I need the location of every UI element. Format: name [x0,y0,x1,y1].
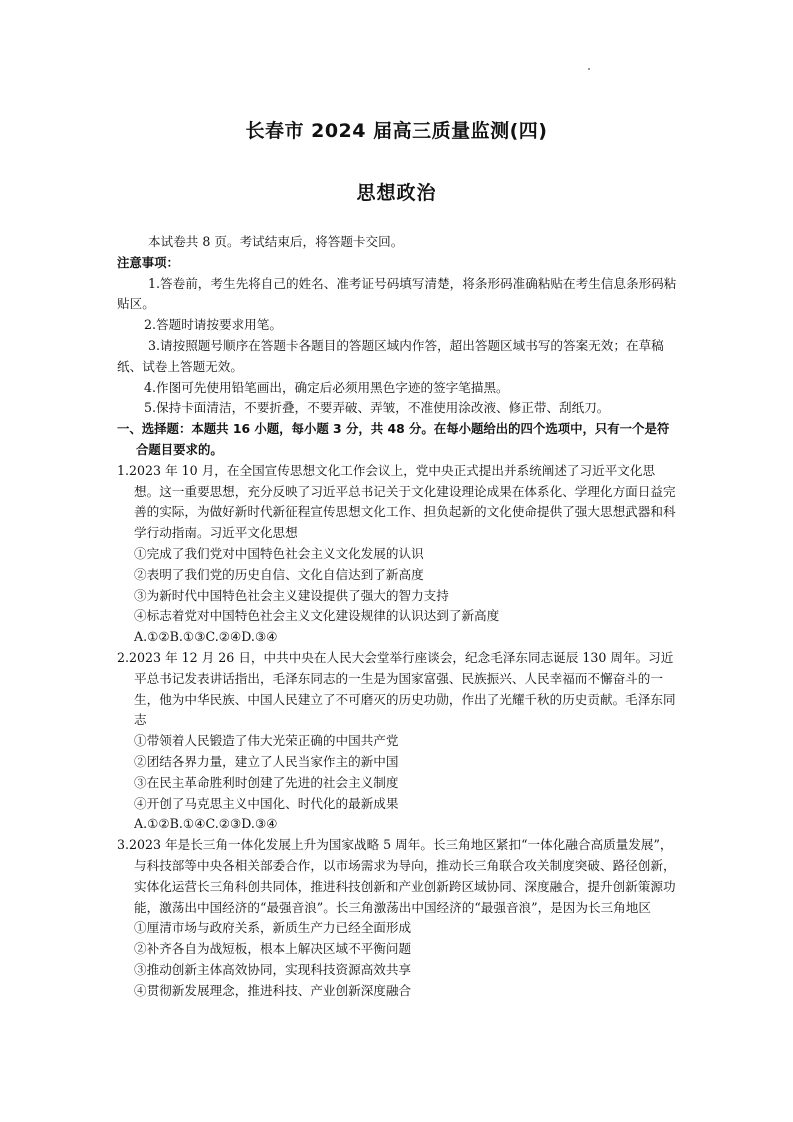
question-option: ②团结各界力量，建立了人民当家作主的新中国 [134,753,399,769]
question-stem: 1.2023 年 10 月，在全国宣传思想文化工作会议上，党中央正式提出并系统阐述了习近平文化思想。这一重要思想，充分反映了习近平总书记关于文化建设理论成果在体系化、学理化方面日益完善的实际，为做好新时代新征程宣传思想文化工作、担负起新的文化使命提供了强大思想武器和科学行动指南。习近平文化思想 [117,462,676,541]
answer-choices: A.①②B.①④C.②③D.③④ [134,816,278,832]
question-option: ③为新时代中国特色社会主义建设提供了强大的智力支持 [134,587,449,603]
notice-item: 5.保持卡面清洁，不要折叠，不要弄破、弄皱，不准使用涂改液、修正带、刮纸刀。 [144,400,610,416]
question-option: ④贯彻新发展理念，推进科技、产业创新深度融合 [134,982,412,998]
answer-choices: A.①②B.①③C.②④D.③④ [134,629,278,645]
notice-item: 4.作图可先使用铅笔画出，确定后必须用黑色字迹的签字笔描黑。 [144,379,509,395]
question-option: ④开创了马克思主义中国化、时代化的最新成果 [134,795,399,811]
question-stem: 2.2023 年 12 月 26 日，中共中央在人民大会堂举行座谈会，纪念毛泽东同志诞辰 130 周年。习近平总书记发表讲话指出，毛泽东同志的一生是为国家富强、民族振兴、人民幸福而不懈奋斗的一生，他为中华民族、中国人民建立了不可磨灭的历史功勋，作出了光耀千秋的历史贡献。毛泽东同志 [117,649,676,728]
scan-mark [588,68,590,70]
exam-title: 长春市 2024 届高三质量监测(四) [245,120,548,142]
exam-body [117,232,679,1001]
question-option: ②补齐各自为战短板，根本上解决区域不平衡问题 [134,941,412,957]
question-option: ①厘清市场与政府关系，新质生产力已经全面形成 [134,920,412,936]
notice-item: 2.答题时请按要求用笔。 [144,317,282,333]
subject-title: 思想政治 [356,182,437,204]
question-option: ③在民主革命胜利时创建了先进的社会主义制度 [134,774,399,790]
intro-text: 本试卷共 8 页。考试结束后，将答题卡交回。 [148,234,404,249]
section-heading: 一、选择题：本题共 16 小题，每小题 3 分，共 48 分。在每小题给出的四个选项中，只有一个是符合题目要求的。 [117,421,670,457]
question-stem: 3.2023 年是长三角一体化发展上升为国家战略 5 周年。长三角地区紧扣“一体化融合高质量发展”，与科技部等中央各相关部委合作，以市场需求为导向，推动长三角联合攻关制度突破、路径创新，实体化运营长三角科创共同体，推进科技创新和产业创新跨区域协同、深度融合，提升创新策源功能，激荡出中国经济的“最强音浪”。长三角激荡出中国经济的“最强音浪”，是因为长三角地区 [117,837,676,915]
question-2 [117,648,679,835]
notice-heading: 注意事项： [117,254,179,270]
question-option: ④标志着党对中国特色社会主义文化建设规律的认识达到了新高度 [134,608,500,624]
question-1 [117,461,679,648]
question-option: ②表明了我们党的历史自信、文化自信达到了新高度 [134,566,424,582]
question-option: ①完成了我们党对中国特色社会主义文化发展的认识 [134,545,424,561]
question-3 [117,835,679,1001]
question-option: ③推动创新主体高效协同，实现科技资源高效共享 [134,961,412,977]
notice-item: 1.答卷前，考生先将自己的姓名、准考证号码填写清楚，将条形码准确粘贴在考生信息条形码粘贴区。 [117,275,677,312]
question-option: ①带领着人民锻造了伟大光荣正确的中国共产党 [134,733,399,749]
notice-item: 3.请按照题号顺序在答题卡各题目的答题区域内作答，超出答题区域书写的答案无效；在草稿纸、试卷上答题无效。 [117,337,664,374]
